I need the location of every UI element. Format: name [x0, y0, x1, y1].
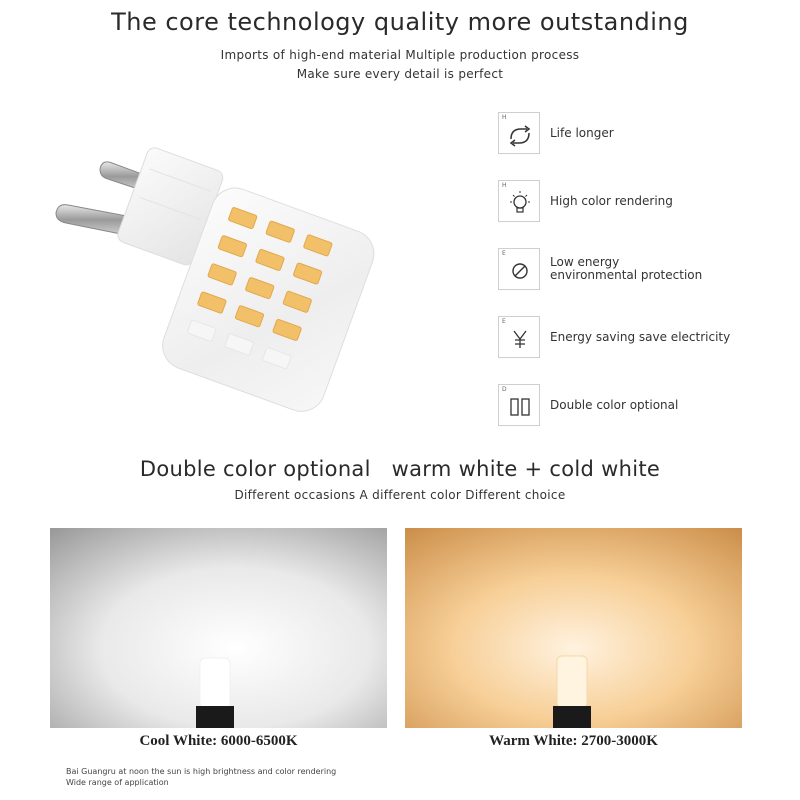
warm-white-photo — [405, 528, 742, 728]
cool-white-caption: Cool White: 6000-6500K — [139, 733, 298, 749]
feature-letter: H — [502, 114, 507, 121]
section-subtitle: Different occasions A different color Different choice — [234, 488, 566, 502]
feature-label: Energy saving save electricity — [550, 329, 731, 344]
feature-letter: H — [502, 182, 507, 189]
subtitle-line-1: Imports of high-end material Multiple production process — [220, 48, 580, 62]
feature-icon-box — [498, 112, 540, 154]
feature-label — [550, 248, 702, 290]
lightbulb-icon — [505, 189, 535, 217]
no-symbol-icon — [505, 257, 535, 285]
feature-low-energy — [498, 248, 758, 290]
section-title: Double color optional warm white + cold white — [139, 457, 661, 481]
footer-line-2: Wide range of application — [66, 778, 169, 787]
feature-letter: D — [502, 386, 507, 393]
feature-icon-box — [498, 384, 540, 426]
feature-double-color — [498, 384, 758, 426]
feature-label: Life longer — [550, 125, 614, 140]
feature-icon-box — [498, 180, 540, 222]
subtitle-line-2: Make sure every detail is perfect — [296, 67, 504, 81]
footer-line-1: Bai Guangru at noon the sun is high brightness and color rendering — [66, 767, 337, 776]
feature-letter: E — [502, 250, 506, 257]
feature-label: Double color optional — [550, 397, 679, 412]
feature-label-line-2: environmental protection — [550, 268, 703, 282]
feature-life-longer — [498, 112, 758, 154]
page-title: The core technology quality more outstanding — [111, 8, 689, 36]
g9-led-bulb-image — [40, 145, 450, 435]
feature-letter: E — [502, 318, 506, 325]
feature-energy-saving — [498, 316, 758, 358]
double-rect-icon — [505, 393, 535, 421]
feature-high-color-rendering — [498, 180, 758, 222]
feature-label-line-1: Low energy — [550, 255, 620, 269]
feature-label: High color rendering — [550, 193, 673, 208]
rotate-arrows-icon — [505, 121, 535, 149]
cool-white-photo — [50, 528, 387, 728]
yen-icon — [505, 325, 535, 353]
feature-icon-box — [498, 316, 540, 358]
feature-icon-box — [498, 248, 540, 290]
warm-white-caption: Warm White: 2700-3000K — [489, 733, 658, 749]
